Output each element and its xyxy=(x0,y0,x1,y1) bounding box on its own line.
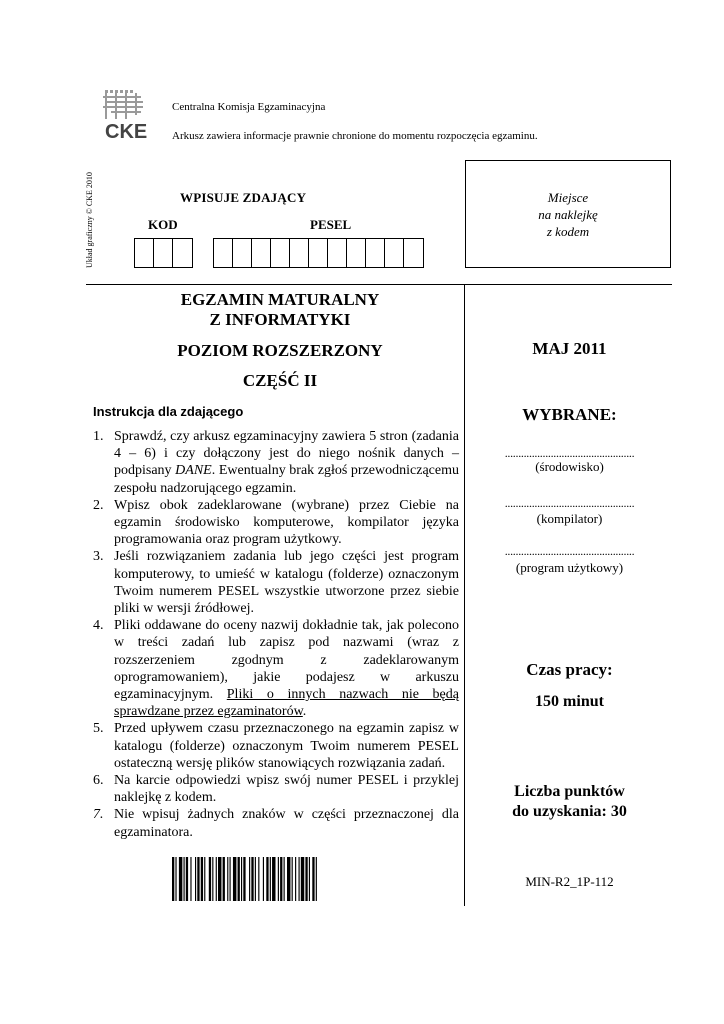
instruction-item xyxy=(93,548,459,617)
instruction-item xyxy=(93,806,459,840)
barcode-bar xyxy=(209,857,211,901)
instruction-number: 4. xyxy=(93,618,104,634)
pesel-label: PESEL xyxy=(310,217,352,232)
barcode-bar xyxy=(223,857,225,901)
barcode-bar xyxy=(212,857,213,901)
time-label: Czas pracy: xyxy=(526,660,613,679)
barcode-bar xyxy=(255,857,256,901)
id-block-title: WPISUJE ZDAJĄCY xyxy=(180,190,307,205)
barcode-bar xyxy=(287,857,290,901)
instruction-item xyxy=(93,720,459,772)
instruction-number: 5. xyxy=(93,721,104,737)
instruction-number: 7. xyxy=(93,807,104,823)
instruction-media-name: DANE xyxy=(175,463,212,479)
instruction-warning: Pliki o innych nazwach nie będą sprawdzane przez egzaminatorów xyxy=(114,687,459,720)
barcode-bar xyxy=(218,857,221,901)
program-label: (program użytkowy) xyxy=(515,560,624,575)
digit-box[interactable] xyxy=(271,239,290,267)
barcode-bar xyxy=(249,857,250,901)
svg-text:CKE: CKE xyxy=(105,121,147,143)
instruction-number: 2. xyxy=(93,497,104,513)
sticker-placeholder xyxy=(465,160,671,268)
exam-title-line-1: EGZAMIN MATURALNY xyxy=(180,290,380,309)
barcode-bar xyxy=(197,857,199,901)
digit-box[interactable] xyxy=(385,239,404,267)
compiler-label: (kompilator) xyxy=(536,511,603,526)
instruction-text: Wpisz obok zadeklarowane (wybrane) przez Ciebie na egzamin środowisko komputerowe, kompilator języka programowania oraz program użytkowy. xyxy=(114,497,459,548)
instruction-item xyxy=(93,617,459,720)
sticker-line-2: na naklejkę xyxy=(538,207,598,222)
barcode-bar xyxy=(201,857,203,901)
barcode-bar xyxy=(216,857,217,901)
instruction-number: 6. xyxy=(93,773,104,789)
digit-box[interactable] xyxy=(404,239,423,267)
exam-level: POZIOM ROZSZERZONY xyxy=(177,341,383,360)
barcode-bar xyxy=(295,857,296,901)
barcode xyxy=(172,857,384,901)
barcode-bar xyxy=(278,857,279,901)
digit-box[interactable] xyxy=(328,239,347,267)
barcode-bar xyxy=(238,857,240,901)
instruction-text: Nie wpisuj żadnych znaków w części przeznaczonej dla egzaminatora. xyxy=(114,807,459,840)
exam-title-line-2: Z INFORMATYKI xyxy=(209,310,351,329)
graphic-credit: Układ graficzny © CKE 2010 xyxy=(85,172,94,268)
instruction-item xyxy=(93,428,459,497)
horizontal-divider xyxy=(86,284,672,285)
digit-box[interactable] xyxy=(214,239,233,267)
barcode-bar xyxy=(195,857,196,901)
barcode-bar xyxy=(258,857,259,901)
digit-box[interactable] xyxy=(252,239,271,267)
instruction-text-end: . xyxy=(302,704,307,720)
barcode-bar xyxy=(305,857,307,901)
barcode-bar xyxy=(280,857,282,901)
barcode-bar xyxy=(292,857,293,901)
barcode-bar xyxy=(266,857,268,901)
digit-box[interactable] xyxy=(233,239,252,267)
instruction-text: Sprawdź, czy arkusz egzaminacyjny zawiera 5 stron (zadania 4 – 6) i czy dołączony jest do niego nośnik danych – podpisany xyxy=(114,429,459,479)
time-value: 150 minut xyxy=(535,693,604,710)
barcode-bar xyxy=(172,857,174,901)
barcode-bar xyxy=(251,857,253,901)
instruction-number: 3. xyxy=(93,549,104,565)
barcode-bar xyxy=(312,857,314,901)
digit-box[interactable] xyxy=(309,239,328,267)
barcode-bar xyxy=(284,857,285,901)
barcode-bar xyxy=(316,857,317,901)
barcode-bar xyxy=(184,857,185,901)
barcode-bar xyxy=(230,857,231,901)
instructions-heading: Instrukcja dla zdającego xyxy=(93,404,244,419)
barcode-bar xyxy=(241,857,242,901)
barcode-bar xyxy=(204,857,205,901)
digit-box[interactable] xyxy=(173,239,192,267)
environment-label: (środowisko) xyxy=(535,459,604,474)
cke-logo xyxy=(101,88,147,144)
digit-box[interactable] xyxy=(366,239,385,267)
exam-part: CZĘŚĆ II xyxy=(242,371,318,390)
barcode-bar xyxy=(179,857,182,901)
barcode-bar xyxy=(227,857,228,901)
instruction-text: Przed upływem czasu przeznaczonego na egzamin zapisz w katalogu (folderze) oznaczonym Twoim numerem PESEL ostateczną wersję plików stanowiących rozwiązania zadań. xyxy=(114,721,459,771)
instruction-text: Na karcie odpowiedzi wpisz swój numer PESEL i przyklej naklejkę z kodem. xyxy=(114,773,459,806)
digit-box[interactable] xyxy=(347,239,366,267)
environment-field[interactable]: ................................................ xyxy=(504,448,635,458)
barcode-bar xyxy=(233,857,236,901)
instruction-text-end: . Ewentualny brak zgłoś przewodniczącemu zespołu nadzorującego egzamin. xyxy=(114,463,459,496)
barcode-bar xyxy=(186,857,188,901)
barcode-bar xyxy=(301,857,304,901)
barcode-bar xyxy=(175,857,176,901)
instruction-item xyxy=(93,497,459,549)
instruction-text: Pliki oddawane do oceny nazwij dokładnie tak, jak polecono w treści zadań lub zapisz pod nazwami (wraz z rozszerzeniem zgodnym z zadeklarowanym oprogramowaniem), jakie podajesz w arkuszu egzaminacyjnym. xyxy=(114,618,459,703)
sticker-line-1: Miejsce xyxy=(547,190,589,205)
points-line-2: do uzyskania: 30 xyxy=(512,803,627,820)
organization-name: Centralna Komisja Egzaminacyjna xyxy=(172,101,326,113)
barcode-bar xyxy=(309,857,310,901)
barcode-bar xyxy=(299,857,300,901)
points-line-1: Liczba punktów xyxy=(514,783,625,800)
sticker-line-3: z kodem xyxy=(546,224,590,239)
barcode-bar xyxy=(263,857,264,901)
barcode-bar xyxy=(190,857,191,901)
program-field[interactable]: ................................................ xyxy=(504,546,635,556)
exam-date: MAJ 2011 xyxy=(532,339,607,358)
barcode-bar xyxy=(270,857,271,901)
kod-input-boxes[interactable] xyxy=(134,238,193,268)
digit-box[interactable] xyxy=(135,239,154,267)
kod-label: KOD xyxy=(148,217,178,232)
instruction-text: Jeśli rozwiązaniem zadania lub jego części jest program komputerowy, to umieść w katalogu (folderze) oznaczonym Twoim numerem PESEL wszystkie utworzone przez siebie pliki w wersji źródłowej. xyxy=(114,549,459,617)
selected-heading: WYBRANE: xyxy=(522,405,617,424)
digit-box[interactable] xyxy=(290,239,309,267)
instruction-item xyxy=(93,772,459,806)
digit-box[interactable] xyxy=(154,239,173,267)
barcode-bar xyxy=(272,857,275,901)
confidentiality-notice: Arkusz zawiera informacje prawnie chronione do momentu rozpoczęcia egzaminu. xyxy=(172,130,538,142)
instruction-number: 1. xyxy=(93,429,104,444)
compiler-field[interactable]: ................................................ xyxy=(504,498,635,508)
sheet-code: MIN-R2_1P-112 xyxy=(525,874,614,889)
pesel-input-boxes[interactable] xyxy=(213,238,424,268)
instructions-list xyxy=(93,428,459,841)
barcode-bar xyxy=(243,857,245,901)
